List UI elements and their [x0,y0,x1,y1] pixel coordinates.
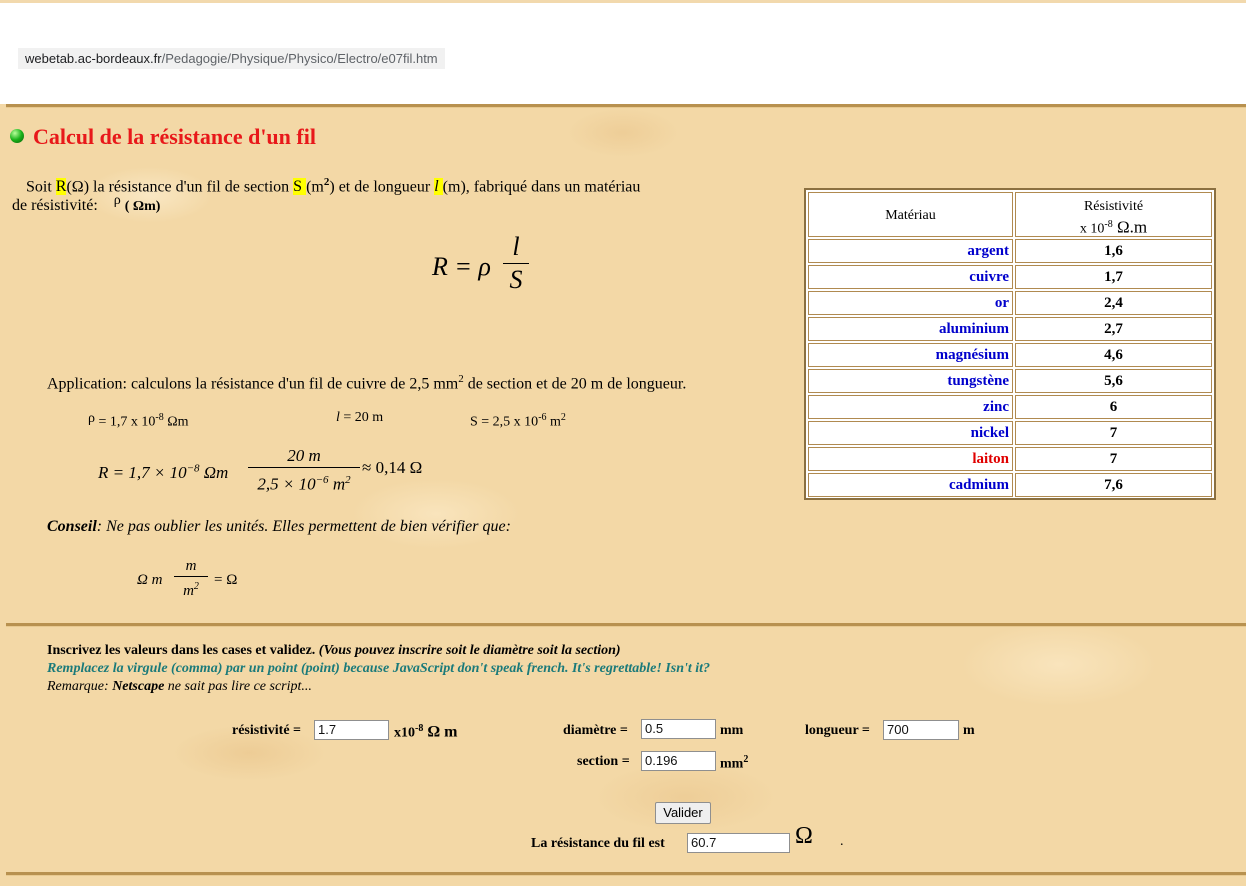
table-row-material: cuivre [808,265,1013,289]
calc-fraction [248,446,360,496]
application-text-a: Application: calculons la résistance d'un fil de cuivre de 2,5 mm [47,375,459,393]
table-row-value: 7 [1015,447,1212,471]
diameter-label: diamètre = [563,723,628,738]
calc-fraction-bar [248,467,360,468]
divider-bottom [6,872,1246,876]
table-row-value: 6 [1015,395,1212,419]
table-row-material: aluminium [808,317,1013,341]
formula-fraction-bar [503,263,529,264]
table-header-resistivity [1015,192,1212,237]
advice-denominator-exponent: 2 [193,581,199,592]
application-text [47,369,686,394]
table-header-resistivity-label: Résistivité [1083,199,1144,214]
url-host: webetab.ac-bordeaux.fr [25,51,162,66]
rho-symbol: ρ [113,193,121,208]
advice-body: : Ne pas oublier les unités. Elles permettent de bien vérifier que: [96,518,511,535]
diameter-unit: mm [720,723,744,738]
page-background-strip [0,0,1246,3]
s-unit-open: (m [306,178,324,196]
calc-lhs [98,458,228,483]
table-row-material: zinc [808,395,1013,419]
result-label: La résistance du fil est [531,836,665,851]
table-header-unit-b: Ω.m [1112,217,1148,237]
table-row-material: laiton [808,447,1013,471]
table-row-material: cadmium [808,473,1013,497]
calc-denominator-unit: m [328,474,346,494]
validate-button[interactable]: Valider [655,802,711,824]
intro-line-2 [12,193,161,217]
length-unit: m [963,723,975,738]
resistivity-input[interactable]: 1.7 [314,720,389,740]
table-row-value: 2,7 [1015,317,1212,341]
s-unit-close: ) [329,178,335,196]
table-row-material: or [808,291,1013,315]
url-path: /Pedagogie/Physique/Physico/Electro/e07fil.htm [161,51,438,66]
rho-value-exponent: -8 [155,412,164,423]
rho-value-unit: Ωm [163,414,189,430]
section-unit-text: mm [720,756,744,772]
form-instructions [47,642,621,660]
advice-fraction [174,557,208,600]
rho-value-number: = 1,7 x 10 [95,414,156,430]
advice-lhs: Ω m [137,572,163,588]
result-trailing-dot: . [840,834,844,849]
formula-numerator: l [512,232,520,261]
green-bullet-icon [10,129,24,143]
section-value-number: S = 2,5 x 10 [470,414,539,430]
table-row-value: 4,6 [1015,343,1212,367]
intro-text-a: Soit [26,178,56,196]
advice-denominator: m [183,583,194,599]
table-row-value: 7 [1015,421,1212,445]
table-header-unit-exponent: -8 [1104,219,1113,230]
browser-chrome [0,0,1246,104]
url-tooltip [18,48,445,69]
table-header-unit-a: x 10 [1079,221,1105,237]
advice-numerator: m [185,558,197,574]
advice-rhs: = Ω [214,572,238,588]
table-header-unit [1016,216,1211,239]
advice-fraction-bar [174,576,208,577]
table-row-material: argent [808,239,1013,263]
table-row-value: 1,6 [1015,239,1212,263]
section-value-exponent: -6 [538,412,547,423]
length-value-symbol: l [336,410,340,425]
resistivity-label: résistivité = [232,723,302,738]
form-instructions-italic: (Vous pouvez inscrire soit le diamètre soit la section) [315,643,621,658]
length-label: longueur = [805,723,870,738]
form-remark [47,678,312,696]
divider-middle [6,623,1246,627]
rho-value [88,408,189,433]
r-symbol: R [55,178,67,196]
section-value-unit: m [546,414,561,430]
intro-text-c: et de longueur [334,178,435,196]
table-row-value: 5,6 [1015,369,1212,393]
resistivity-unit [394,719,457,744]
table-row-material: magnésium [808,343,1013,367]
form-instructions-bold: Inscrivez les valeurs dans les cases et validez. [47,643,316,658]
table-row-value: 7,6 [1015,473,1212,497]
resistivity-table [804,188,1216,500]
calc-denominator-unit-exponent: 2 [345,474,351,486]
result-output[interactable]: 60.7 [687,833,790,853]
calc-lhs-exponent: −8 [186,462,200,474]
s-symbol: S [293,178,307,196]
advice-text [47,517,511,537]
remark-prefix: Remarque: [47,679,113,694]
length-input[interactable]: 700 [883,720,959,740]
length-value-number: = 20 m [339,410,384,425]
diameter-input[interactable]: 0.5 [641,719,716,739]
intro-line2-text: de résistivité: [12,197,98,214]
advice-label: Conseil [47,518,97,535]
table-row-value: 1,7 [1015,265,1212,289]
resistivity-unit-b: Ω m [423,723,458,741]
table-row-material: nickel [808,421,1013,445]
formula-fraction [503,232,529,295]
application-exponent: 2 [458,373,464,385]
section-input[interactable]: 0.196 [641,751,716,771]
intro-text-b: la résistance d'un fil de section [89,178,294,196]
r-unit: (Ω) [66,178,90,196]
table-row-value: 2,4 [1015,291,1212,315]
table-row-material: tungstène [808,369,1013,393]
calc-numerator: 20 m [287,446,321,465]
form-note: Remplacez la virgule (comma) par un point (point) because JavaScript don't speak french. It's regrettable! Isn't it? [47,661,711,676]
rho-value-symbol: ρ [88,410,95,426]
calc-lhs-text: R = 1,7 × 10 [98,462,187,482]
calc-denominator-exponent: −6 [315,474,329,486]
remark-browser: Netscape [112,679,165,694]
page-title: Calcul de la résistance d'un fil [33,124,316,149]
s-unit-exponent: 2 [323,176,330,188]
section-unit-exponent: 2 [743,754,749,765]
section-value-unit-exponent: 2 [560,412,566,423]
divider-top [6,104,1246,108]
table-header-material-label: Matériau [885,208,936,223]
section-value [470,408,566,433]
formula-denominator: S [509,265,523,294]
l-symbol: l [434,178,443,196]
calc-result: ≈ 0,14 Ω [362,458,423,477]
result-unit: Ω [795,823,813,849]
length-value [336,408,383,428]
table-header-material [808,192,1013,237]
remark-suffix: ne sait pas lire ce script... [164,679,312,694]
calc-denominator: 2,5 × 10 [257,474,316,494]
resistivity-unit-exponent: -8 [415,723,424,734]
l-unit: (m), fabriqué dans un matériau [442,178,641,196]
application-text-b: de section et de 20 m de longueur. [463,375,687,393]
resistivity-unit-a: x10 [394,725,415,741]
section-unit [720,750,748,775]
formula-lhs: R = ρ [432,252,491,281]
rho-unit: ( Ωm) [124,199,161,214]
calc-lhs-unit: Ωm [199,462,229,482]
section-label: section = [577,754,630,769]
